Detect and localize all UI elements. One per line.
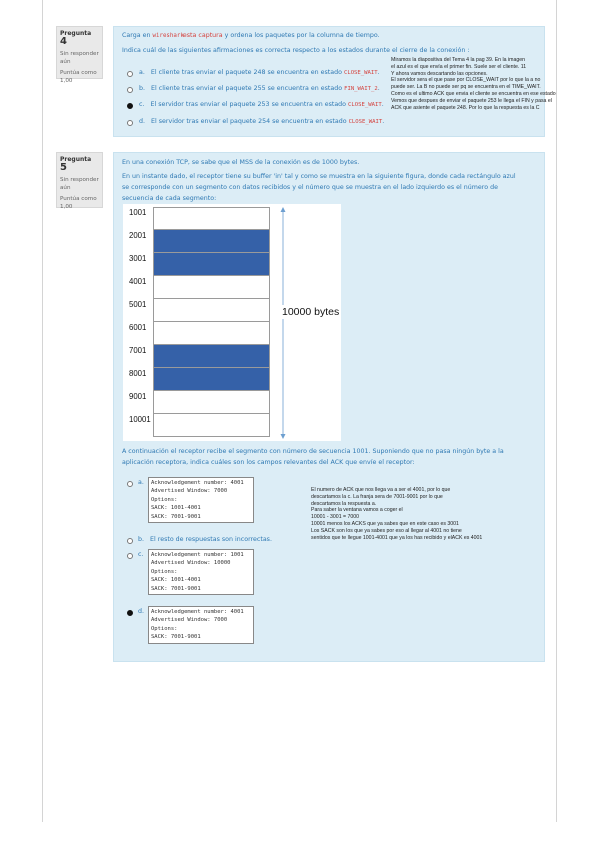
- note-line: Vemos que despues de enviar el paquete 253 le llega el FIN y pasa el: [391, 97, 552, 104]
- option-text: El resto de respuestas son incorrectas.: [150, 536, 272, 543]
- note-line: descartamos la respuesta a.: [311, 500, 377, 507]
- option-b-radio[interactable]: [127, 87, 133, 93]
- option-c[interactable]: c. El servidor tras enviar el paquete 253 se encuentra en estado CLOSE_WAIT.: [139, 101, 384, 108]
- question-number: 5: [60, 162, 67, 173]
- note-line: 10001 menos los ACKS que ya sabes que en este caso es 3001: [311, 520, 459, 527]
- segment-seq-label: 3001: [129, 254, 147, 263]
- option-letter: c.: [139, 101, 145, 108]
- option-b[interactable]: [138, 536, 272, 543]
- ack-line: Acknowledgement number: 4001: [151, 480, 244, 486]
- ack-line: SACK: 1001-4001: [151, 577, 201, 584]
- note-line: El servidor sera el que pase por CLOSE_WAIT por lo que la a no: [391, 77, 541, 84]
- option-text: El cliente tras enviar el paquete 255 se encuentra en estado: [151, 85, 345, 92]
- question-4-text: Indica cuál de las siguientes afirmaciones es correcta respecto a los estados durante el cierre de la conexión :: [122, 47, 470, 54]
- description-line: se corresponde con un segmento con datos recibidos y el número que se muestra en el lado izquierdo es el número de: [122, 184, 498, 191]
- option-b[interactable]: b. El cliente tras enviar el paquete 255 se encuentra en estado FIN_WAIT_2.: [139, 85, 380, 92]
- option-d-radio[interactable]: [127, 610, 133, 616]
- buffer-segment: [153, 276, 270, 299]
- intro-suffix: y ordena los paquetes por la columna de tiempo.: [222, 32, 380, 39]
- buffer-segment: [153, 299, 270, 322]
- ack-line: Options:: [151, 568, 178, 575]
- ack-line: Acknowledgement number: 1001: [151, 552, 244, 558]
- buffer-segment: [153, 207, 270, 230]
- option-d-ack-box[interactable]: [148, 606, 254, 644]
- option-d-radio[interactable]: [127, 120, 133, 126]
- option-c-radio[interactable]: [127, 103, 133, 109]
- segment-seq-label: 6001: [129, 323, 147, 332]
- buffer-size-arrow: [278, 206, 288, 440]
- option-a-radio[interactable]: [127, 71, 133, 77]
- option-d[interactable]: d. El servidor tras enviar el paquete 254 se encuentra en estado CLOSE_WAIT.: [139, 118, 385, 125]
- state-code: CLOSE_WAIT: [348, 102, 382, 108]
- segment-seq-label: 2001: [129, 231, 147, 240]
- buffer-segment: [153, 230, 270, 253]
- segment-seq-label: 4001: [129, 277, 147, 286]
- segment-seq-label: 8001: [129, 369, 147, 378]
- question-5-info: [56, 152, 103, 208]
- note-line: puede ser. La B no puede ser pq se encuentra en el TIME_WAIT.: [391, 84, 541, 91]
- segment-seq-label: 9001: [129, 392, 147, 401]
- buffer-segment: [153, 414, 270, 437]
- note-line: descartamos la c. La franja sera de 7001-9001 por lo que: [311, 493, 443, 500]
- ack-line: Acknowledgement number: 4001: [151, 609, 244, 615]
- question-label: Pregunta: [60, 30, 92, 37]
- ack-line: SACK: 7001-9001: [151, 634, 201, 641]
- intro-prefix: Carga en: [122, 32, 153, 39]
- option-letter: d.: [139, 118, 145, 125]
- option-b-radio[interactable]: [127, 538, 133, 544]
- question-score: Puntúa como 1,00: [60, 196, 97, 210]
- question-label: Pregunta: [60, 156, 92, 163]
- option-letter: b.: [138, 536, 144, 543]
- ack-line: Advertised Window: 7000: [151, 488, 228, 495]
- wireshark-code: wireshark: [152, 33, 184, 39]
- ack-question-line: aplicación receptora, indica cuáles son los campos relevantes del ACK que envíe el receptor:: [122, 459, 415, 466]
- note-line: ACK que asiente el paquete 248. Por lo que la respuesta es la C: [391, 104, 540, 111]
- segment-seq-label: 5001: [129, 300, 147, 309]
- note-line: Los SACK son los que ya sabes por eso al llegar al 4001 no tiene: [311, 527, 462, 534]
- option-text: El servidor tras enviar el paquete 254 se encuentra en estado: [151, 118, 349, 125]
- note-line: 10001 - 3001 = 7000: [311, 514, 360, 521]
- segment-seq-label: 1001: [129, 208, 147, 217]
- ack-question-line: A continuación el receptor recibe el segmento con número de secuencia 1001. Suponiendo que no pasa ningún byte a la: [122, 448, 504, 455]
- question-score: Puntúa como 1,00: [60, 70, 97, 84]
- question-number: 4: [60, 36, 67, 47]
- buffer-segment: [153, 368, 270, 391]
- state-code: CLOSE_WAIT: [343, 70, 378, 76]
- option-letter: a.: [139, 69, 145, 76]
- ack-line: SACK: 1001-4001: [151, 505, 201, 512]
- page-left-rule: [42, 0, 43, 822]
- note-line: Miramos la diapositiva del Tema 4 la pag 39. En la imagen: [391, 57, 525, 63]
- option-text: El servidor tras enviar el paquete 253 se encuentra en estado: [150, 101, 349, 108]
- buffer-segment: [153, 345, 270, 368]
- description-line: secuencia de cada segmento:: [122, 195, 217, 202]
- option-c-radio[interactable]: [127, 553, 133, 559]
- question-status: Sin responder aún: [60, 177, 99, 191]
- capture-link[interactable]: esta captura: [182, 32, 223, 39]
- option-c-letter: c.: [138, 551, 144, 558]
- ack-line: SACK: 7001-9001: [151, 513, 201, 520]
- ack-line: Options:: [151, 625, 178, 632]
- option-a-ack-box[interactable]: [148, 477, 254, 523]
- receiver-buffer-figure: [123, 204, 341, 441]
- buffer-segment: [153, 322, 270, 345]
- option-c-ack-box[interactable]: [148, 549, 254, 595]
- note-line: El numero de ACK que nos llega va a ser el 4001, por lo que: [311, 487, 451, 493]
- state-code: FIN_WAIT_2: [344, 86, 378, 92]
- mss-text: En una conexión TCP, se sabe que el MSS de la conexión es de 1000 bytes.: [122, 159, 360, 166]
- state-code: CLOSE_WAIT: [348, 119, 383, 125]
- ack-line: Advertised Window: 10000: [151, 560, 231, 567]
- ack-line: Advertised Window: 7000: [151, 617, 228, 624]
- option-d-letter: d.: [138, 608, 144, 615]
- segment-seq-label: 7001: [129, 346, 147, 355]
- note-line: Para saber la ventana vamos a coger el: [311, 507, 403, 514]
- option-a[interactable]: a. El cliente tras enviar el paquete 248 se encuentra en estado CLOSE_WAIT.: [139, 69, 380, 76]
- buffer-segment: [153, 391, 270, 414]
- option-letter: b.: [139, 85, 145, 92]
- note-line: el azul es el que envía el primer fin. Suele ser el cliente. 11: [391, 63, 527, 70]
- note-line: Como es el ultimo ACK que envia el cliente se encuentra en ese estado: [391, 90, 556, 97]
- question-status: Sin responder aún: [60, 51, 99, 65]
- buffer-segment: [153, 253, 270, 276]
- ack-line: SACK: 7001-9001: [151, 585, 201, 592]
- ack-line: Options:: [151, 496, 178, 503]
- segment-seq-label: 10001: [129, 415, 151, 424]
- note-line: sentidos que te llegue 1001-4001 que ya los has recibido y elACK es 4001: [311, 534, 483, 541]
- question-4-intro: [122, 30, 380, 42]
- description-line: En un instante dado, el receptor tiene su buffer 'in' tal y como se muestra en la siguiente figura, donde cada rectángulo azul: [122, 173, 516, 180]
- question-4-annotation: [391, 57, 556, 111]
- question-5-annotation: [311, 487, 482, 541]
- option-a-letter: a.: [138, 479, 144, 486]
- page-right-rule: [556, 0, 557, 822]
- option-a-radio[interactable]: [127, 481, 133, 487]
- note-line: Y ahora vamos descartando las opciones.: [391, 70, 488, 77]
- question-4-info: [56, 26, 103, 84]
- buffer-size-label: 10000 bytes: [282, 306, 340, 318]
- option-text: El cliente tras enviar el paquete 248 se encuentra en estado: [150, 69, 344, 76]
